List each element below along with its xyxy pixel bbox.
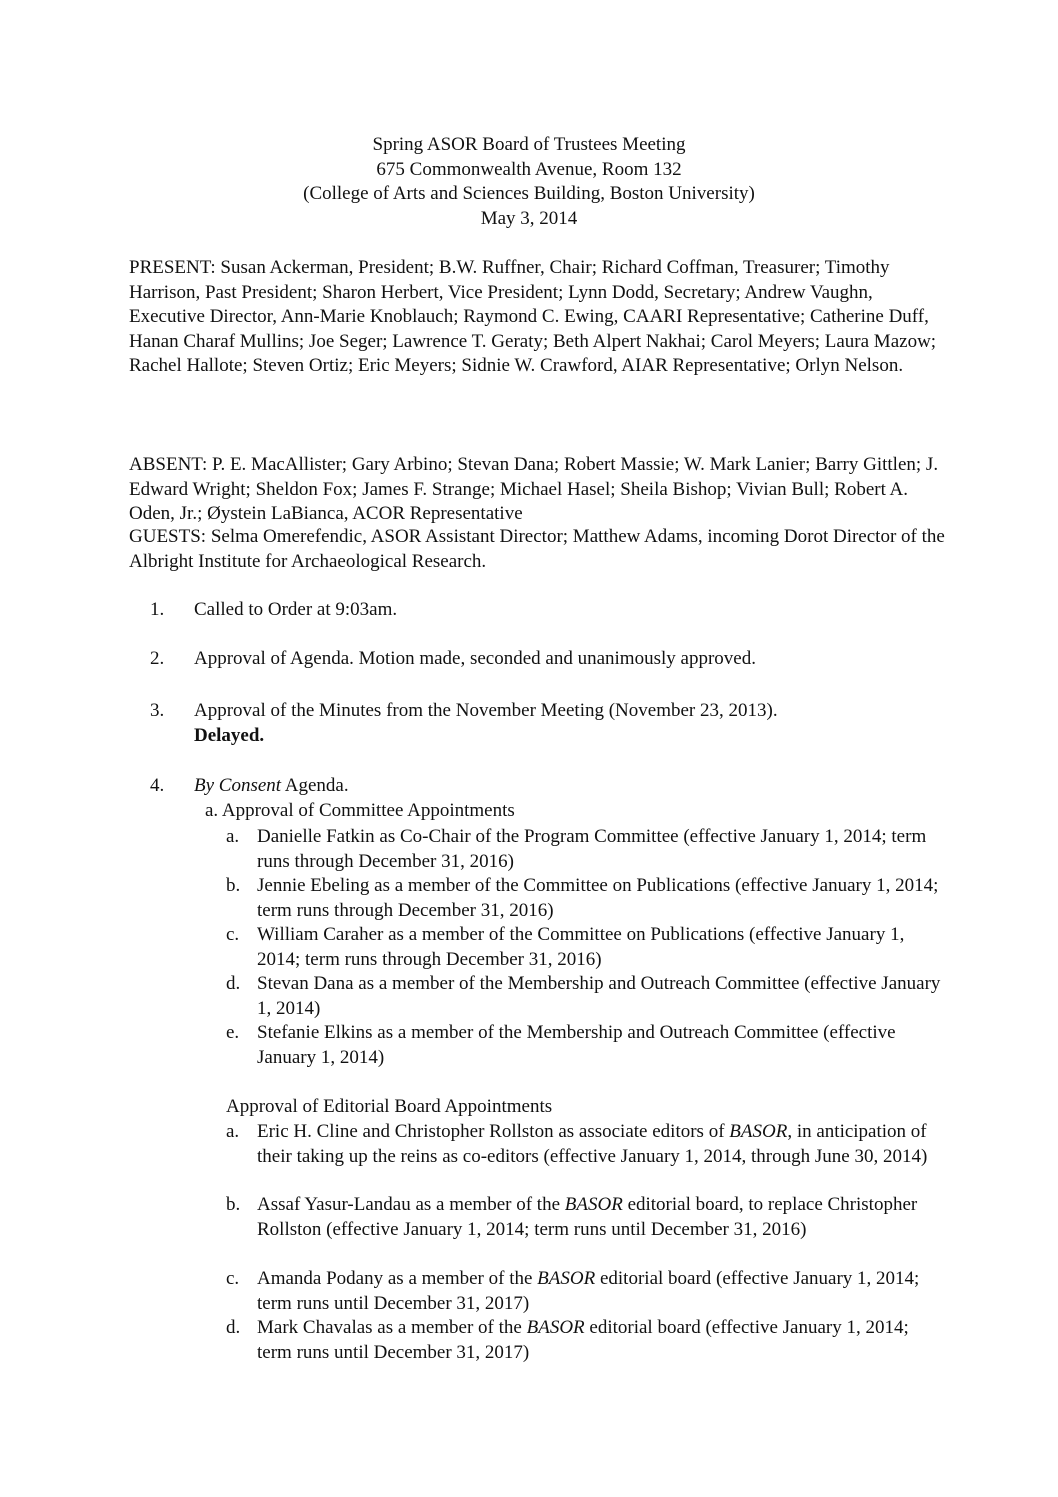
list-letter: b. — [226, 1194, 241, 1215]
basor-journal-name: BASOR — [537, 1268, 596, 1289]
entry-text-pre: Mark Chavalas as a member of the — [257, 1317, 527, 1338]
entry-text-pre: Eric H. Cline and Christopher Rollston as associate editors of — [257, 1121, 730, 1142]
list-item-text — [257, 1267, 947, 1316]
meeting-building: (College of Arts and Sciences Building, Boston University) — [303, 183, 755, 205]
entry-text-post: editorial board (effective January 1, 2014; term runs until December 31, 2017) — [257, 1317, 909, 1363]
agenda-item-text — [194, 774, 954, 799]
meeting-title-block — [0, 133, 1058, 231]
agenda-item-number: 1. — [150, 599, 165, 620]
basor-journal-name: BASOR — [526, 1317, 585, 1338]
list-item-text: Stefanie Elkins as a member of the Membership and Outreach Committee (effective January 1, 2014) — [257, 1022, 896, 1068]
list-item-text: William Caraher as a member of the Committee on Publications (effective January 1, 2014; term runs through December 31, 2016) — [257, 924, 905, 970]
by-consent-label: By Consent — [194, 775, 282, 796]
basor-journal-name: BASOR — [729, 1121, 788, 1142]
agenda-label: Agenda. — [281, 775, 349, 796]
agenda-item-number: 3. — [150, 700, 165, 721]
basor-journal-name: BASOR — [564, 1194, 623, 1215]
entry-text-post: , in anticipation of their taking up the reins as co-editors (effective January 1, 2014, through June 30, 2014) — [257, 1121, 928, 1167]
meeting-address: 675 Commonwealth Avenue, Room 132 — [376, 158, 682, 180]
agenda-item-body — [194, 699, 954, 748]
list-item-text: Stevan Dana as a member of the Membership and Outreach Committee (effective January 1, 2014) — [257, 973, 941, 1019]
agenda-item-text: Approval of Agenda. Motion made, seconded and unanimously approved. — [194, 648, 756, 669]
entry-text-pre: Assaf Yasur-Landau as a member of the — [257, 1194, 565, 1215]
list-item-text — [257, 1193, 947, 1242]
agenda-item-text: Called to Order at 9:03am. — [194, 599, 398, 620]
editorial-appointments-heading: Approval of Editorial Board Appointments — [226, 1096, 553, 1117]
list-letter: c. — [226, 1268, 240, 1289]
agenda-item-number: 2. — [150, 648, 165, 669]
agenda-item-number: 4. — [150, 775, 165, 796]
absent-paragraph: ABSENT: P. E. MacAllister; Gary Arbino; Stevan Dana; Robert Massie; W. Mark Lanier; Barry Gittlen; J. Edward Wright; Sheldon Fox; James F. Strange; Michael Hasel; Sheila Bishop; Vivian Bull; Robert A. Oden, Jr.; Øystein LaBianca, ACOR Representative — [129, 454, 939, 525]
list-letter: e. — [226, 1022, 240, 1043]
committee-appointments-heading: a. Approval of Committee Appointments — [205, 800, 515, 821]
entry-text-post: editorial board (effective January 1, 2014; term runs until December 31, 2017) — [257, 1268, 920, 1314]
list-letter: a. — [226, 826, 240, 847]
list-item-text — [257, 1316, 947, 1365]
list-letter: a. — [226, 1121, 240, 1142]
guests-paragraph: GUESTS: Selma Omerefendic, ASOR Assistant Director; Matthew Adams, incoming Dorot Director of the Albright Institute for Archaeological Research. — [129, 526, 945, 572]
list-letter: c. — [226, 924, 240, 945]
list-letter: d. — [226, 1317, 241, 1338]
list-item-text: Danielle Fatkin as Co-Chair of the Program Committee (effective January 1, 2014; term runs through December 31, 2016) — [257, 826, 927, 872]
present-paragraph: PRESENT: Susan Ackerman, President; B.W. Ruffner, Chair; Richard Coffman, Treasurer; Timothy Harrison, Past President; Sharon Herbert, Vice President; Lynn Dodd, Secretary; Andrew Vaughn, Executive Director, Ann-Marie Knoblauch; Raymond C. Ewing, CAARI Representative; Catherine Duff, Hanan Charaf Mullins; Joe Seger; Lawrence T. Geraty; Beth Alpert Nakhai; Carol Meyers; Laura Mazow; Rachel Hallote; Steven Ortiz; Eric Meyers; Sidnie W. Crawford, AIAR Representative; Orlyn Nelson. — [129, 257, 937, 377]
meeting-date: May 3, 2014 — [480, 207, 578, 229]
entry-text-pre: Amanda Podany as a member of the — [257, 1268, 538, 1289]
agenda-item-text: Approval of the Minutes from the November Meeting (November 23, 2013). — [194, 700, 778, 721]
list-letter: b. — [226, 875, 241, 896]
entry-text-post: editorial board, to replace Christopher Rollston (effective January 1, 2014; term runs until December 31, 2016) — [257, 1194, 918, 1240]
meeting-title: Spring ASOR Board of Trustees Meeting — [372, 134, 686, 155]
list-item-text — [257, 1120, 947, 1169]
delayed-label: Delayed. — [194, 724, 265, 746]
list-item-text: Jennie Ebeling as a member of the Committee on Publications (effective January 1, 2014; term runs through December 31, 2016) — [257, 875, 939, 921]
list-letter: d. — [226, 973, 241, 994]
